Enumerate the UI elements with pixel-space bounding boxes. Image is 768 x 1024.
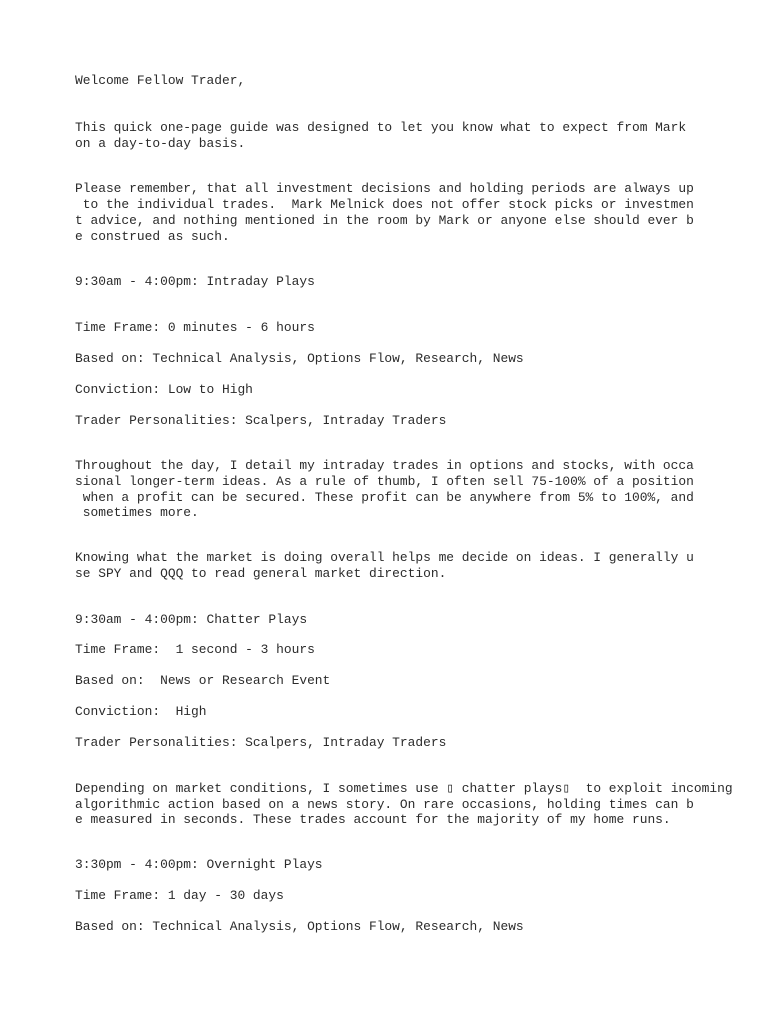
intro-line-1: This quick one-page guide was designed to let you know what to expect from Mark: [75, 120, 687, 135]
chatter-conviction: Conviction: High: [75, 704, 207, 719]
intraday-conviction: Conviction: Low to High: [75, 382, 253, 397]
intraday-heading: 9:30am - 4:00pm: Intraday Plays: [75, 274, 315, 289]
overnight-based-on: Based on: Technical Analysis, Options Flow, Research, News: [75, 919, 524, 934]
disclaimer-line-1: Please remember, that all investment decisions and holding periods are always up: [75, 181, 694, 196]
intraday-paragraph1-line-3: when a profit can be secured. These profit can be anywhere from 5% to 100%, and: [75, 490, 694, 505]
disclaimer-line-3: t advice, and nothing mentioned in the room by Mark or anyone else should ever b: [75, 213, 694, 228]
chatter-paragraph-line-1: Depending on market conditions, I sometimes use ▯ chatter plays▯ to exploit incoming: [75, 781, 733, 796]
intraday-personalities: Trader Personalities: Scalpers, Intraday Traders: [75, 413, 447, 428]
intraday-paragraph1-line-4: sometimes more.: [75, 505, 199, 520]
intraday-based-on: Based on: Technical Analysis, Options Flow, Research, News: [75, 351, 524, 366]
chatter-personalities: Trader Personalities: Scalpers, Intraday Traders: [75, 735, 447, 750]
greeting: Welcome Fellow Trader,: [75, 73, 246, 88]
chatter-paragraph-line-3: e measured in seconds. These trades account for the majority of my home runs.: [75, 812, 671, 827]
overnight-time-frame: Time Frame: 1 day - 30 days: [75, 888, 284, 903]
intraday-paragraph1-line-1: Throughout the day, I detail my intraday trades in options and stocks, with occa: [75, 458, 694, 473]
chatter-time-frame: Time Frame: 1 second - 3 hours: [75, 642, 315, 657]
intraday-paragraph2-line-1: Knowing what the market is doing overall helps me decide on ideas. I generally u: [75, 550, 694, 565]
intraday-time-frame: Time Frame: 0 minutes - 6 hours: [75, 320, 315, 335]
disclaimer-line-4: e construed as such.: [75, 229, 230, 244]
chatter-based-on: Based on: News or Research Event: [75, 673, 331, 688]
chatter-paragraph-line-2: algorithmic action based on a news story. On rare occasions, holding times can b: [75, 797, 694, 812]
overnight-heading: 3:30pm - 4:00pm: Overnight Plays: [75, 857, 323, 872]
disclaimer-line-2: to the individual trades. Mark Melnick does not offer stock picks or investmen: [75, 197, 694, 212]
chatter-heading: 9:30am - 4:00pm: Chatter Plays: [75, 612, 308, 627]
intraday-paragraph1-line-2: sional longer-term ideas. As a rule of thumb, I often sell 75-100% of a position: [75, 474, 694, 489]
intro-line-2: on a day-to-day basis.: [75, 136, 246, 151]
intraday-paragraph2-line-2: se SPY and QQQ to read general market direction.: [75, 566, 447, 581]
